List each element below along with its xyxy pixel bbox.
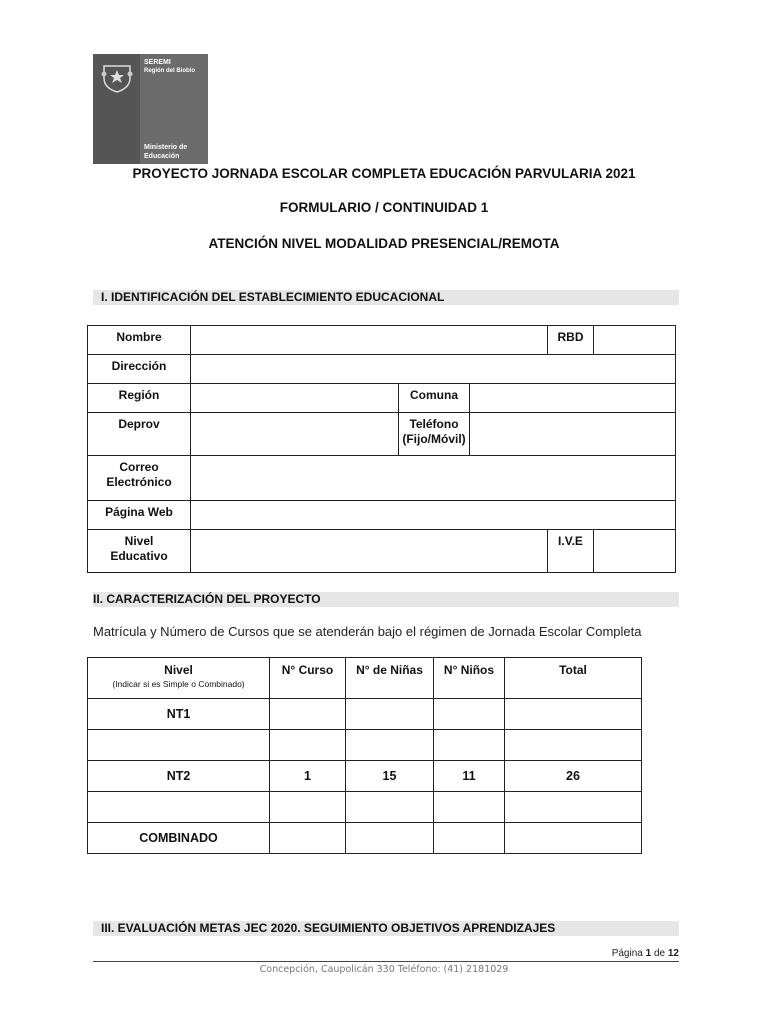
label-nombre: Nombre (88, 326, 191, 355)
label-direccion: Dirección (88, 355, 191, 384)
section-2-intro: Matrícula y Número de Cursos que se atenderán bajo el régimen de Jornada Escolar Completa (93, 624, 642, 639)
table-row (88, 384, 676, 413)
cell-ninos[interactable] (434, 792, 505, 823)
logo-ministerio-line2: Educación (144, 153, 180, 160)
section-1-heading: I. IDENTIFICACIÓN DEL ESTABLECIMIENTO EDUCACIONAL (93, 290, 679, 305)
table-header-row (88, 658, 642, 699)
field-comuna[interactable] (470, 384, 676, 413)
cell-total[interactable] (505, 699, 642, 730)
cell-curso[interactable] (270, 792, 346, 823)
cell-total[interactable] (505, 823, 642, 854)
section-2-heading: II. CARACTERIZACIÓN DEL PROYECTO (93, 592, 679, 607)
cell-ninas[interactable] (346, 699, 434, 730)
cell-nivel[interactable]: NT1 (88, 699, 270, 730)
label-rbd: RBD (548, 326, 594, 355)
field-telefono[interactable] (470, 413, 676, 456)
cell-ninas[interactable] (346, 823, 434, 854)
label-region: Región (88, 384, 191, 413)
field-nivel-educativo[interactable] (191, 530, 548, 573)
table-row (88, 413, 676, 456)
table-row (88, 761, 642, 792)
page-total: 12 (667, 948, 679, 959)
modality-subtitle: ATENCIÓN NIVEL MODALIDAD PRESENCIAL/REMOTA (208, 236, 560, 251)
table-row (88, 456, 676, 501)
cell-ninas[interactable]: 15 (346, 761, 434, 792)
document-title: PROYECTO JORNADA ESCOLAR COMPLETA EDUCACIÓN PARVULARIA 2021 (132, 166, 636, 181)
logo-region: Región del Biobío (144, 68, 195, 74)
footer-address: Concepción, Caupolicán 330 Teléfono: (41) 2181029 (259, 964, 509, 975)
label-telefono-line2: (Fijo/Móvil) (402, 432, 466, 446)
header-nivel (88, 658, 270, 699)
table-row (88, 501, 676, 530)
field-correo[interactable] (191, 456, 676, 501)
field-direccion[interactable] (191, 355, 676, 384)
label-deprov: Deprov (88, 413, 191, 456)
cell-nivel[interactable]: COMBINADO (88, 823, 270, 854)
label-correo-line1: Correo (119, 460, 159, 474)
table-row (88, 823, 642, 854)
page-of: de (653, 948, 666, 959)
page-current: 1 (645, 948, 652, 959)
label-correo-line2: Electrónico (106, 475, 172, 489)
table-row (88, 792, 642, 823)
cell-total[interactable]: 26 (505, 761, 642, 792)
logo-ministerio (144, 143, 187, 161)
page-number (612, 948, 679, 959)
header-ninas: N° de Niñas (346, 658, 434, 699)
field-pagina-web[interactable] (191, 501, 676, 530)
header-ninos: N° Niños (434, 658, 505, 699)
cell-ninos[interactable]: 11 (434, 761, 505, 792)
page-label: Página (611, 948, 643, 959)
table-row (88, 326, 676, 355)
label-correo (88, 456, 191, 501)
label-comuna: Comuna (399, 384, 470, 413)
logo-text-block (140, 54, 208, 164)
header-curso: N° Curso (270, 658, 346, 699)
cell-total[interactable] (505, 792, 642, 823)
cell-curso[interactable] (270, 823, 346, 854)
cell-nivel[interactable]: NT2 (88, 761, 270, 792)
cell-ninas[interactable] (346, 730, 434, 761)
coat-of-arms-icon (93, 54, 140, 164)
label-telefono (399, 413, 470, 456)
label-telefono-line1: Teléfono (409, 417, 459, 431)
cell-ninos[interactable] (434, 730, 505, 761)
identification-table (87, 325, 676, 573)
cell-nivel[interactable] (88, 792, 270, 823)
field-region[interactable] (191, 384, 399, 413)
label-ive: I.V.E (548, 530, 594, 573)
cell-ninos[interactable] (434, 699, 505, 730)
cell-curso[interactable] (270, 699, 346, 730)
cell-curso[interactable] (270, 730, 346, 761)
field-rbd[interactable] (594, 326, 676, 355)
header-total: Total (505, 658, 642, 699)
cell-ninos[interactable] (434, 823, 505, 854)
seremi-logo (93, 54, 208, 164)
table-row (88, 730, 642, 761)
header-nivel-label: Nivel (164, 663, 193, 677)
cell-curso[interactable]: 1 (270, 761, 346, 792)
form-subtitle: FORMULARIO / CONTINUIDAD 1 (279, 200, 489, 215)
logo-ministerio-line1: Ministerio de (144, 144, 188, 151)
header-nivel-sub: (Indicar si es Simple o Combinado) (112, 679, 245, 689)
field-deprov[interactable] (191, 413, 399, 456)
footer-divider (93, 961, 679, 962)
label-pagina-web: Página Web (88, 501, 191, 530)
label-nivel-line1: Nivel (124, 534, 154, 548)
table-row (88, 699, 642, 730)
table-row (88, 530, 676, 573)
field-nombre[interactable] (191, 326, 548, 355)
logo-seremi: SEREMI (144, 59, 171, 66)
field-ive[interactable] (594, 530, 676, 573)
enrollment-table (87, 657, 642, 854)
cell-total[interactable] (505, 730, 642, 761)
cell-nivel[interactable] (88, 730, 270, 761)
label-nivel-educativo (88, 530, 191, 573)
table-row (88, 355, 676, 384)
label-nivel-line2: Educativo (110, 549, 168, 563)
section-3-heading: III. EVALUACIÓN METAS JEC 2020. SEGUIMIENTO OBJETIVOS APRENDIZAJES (93, 921, 679, 936)
cell-ninas[interactable] (346, 792, 434, 823)
